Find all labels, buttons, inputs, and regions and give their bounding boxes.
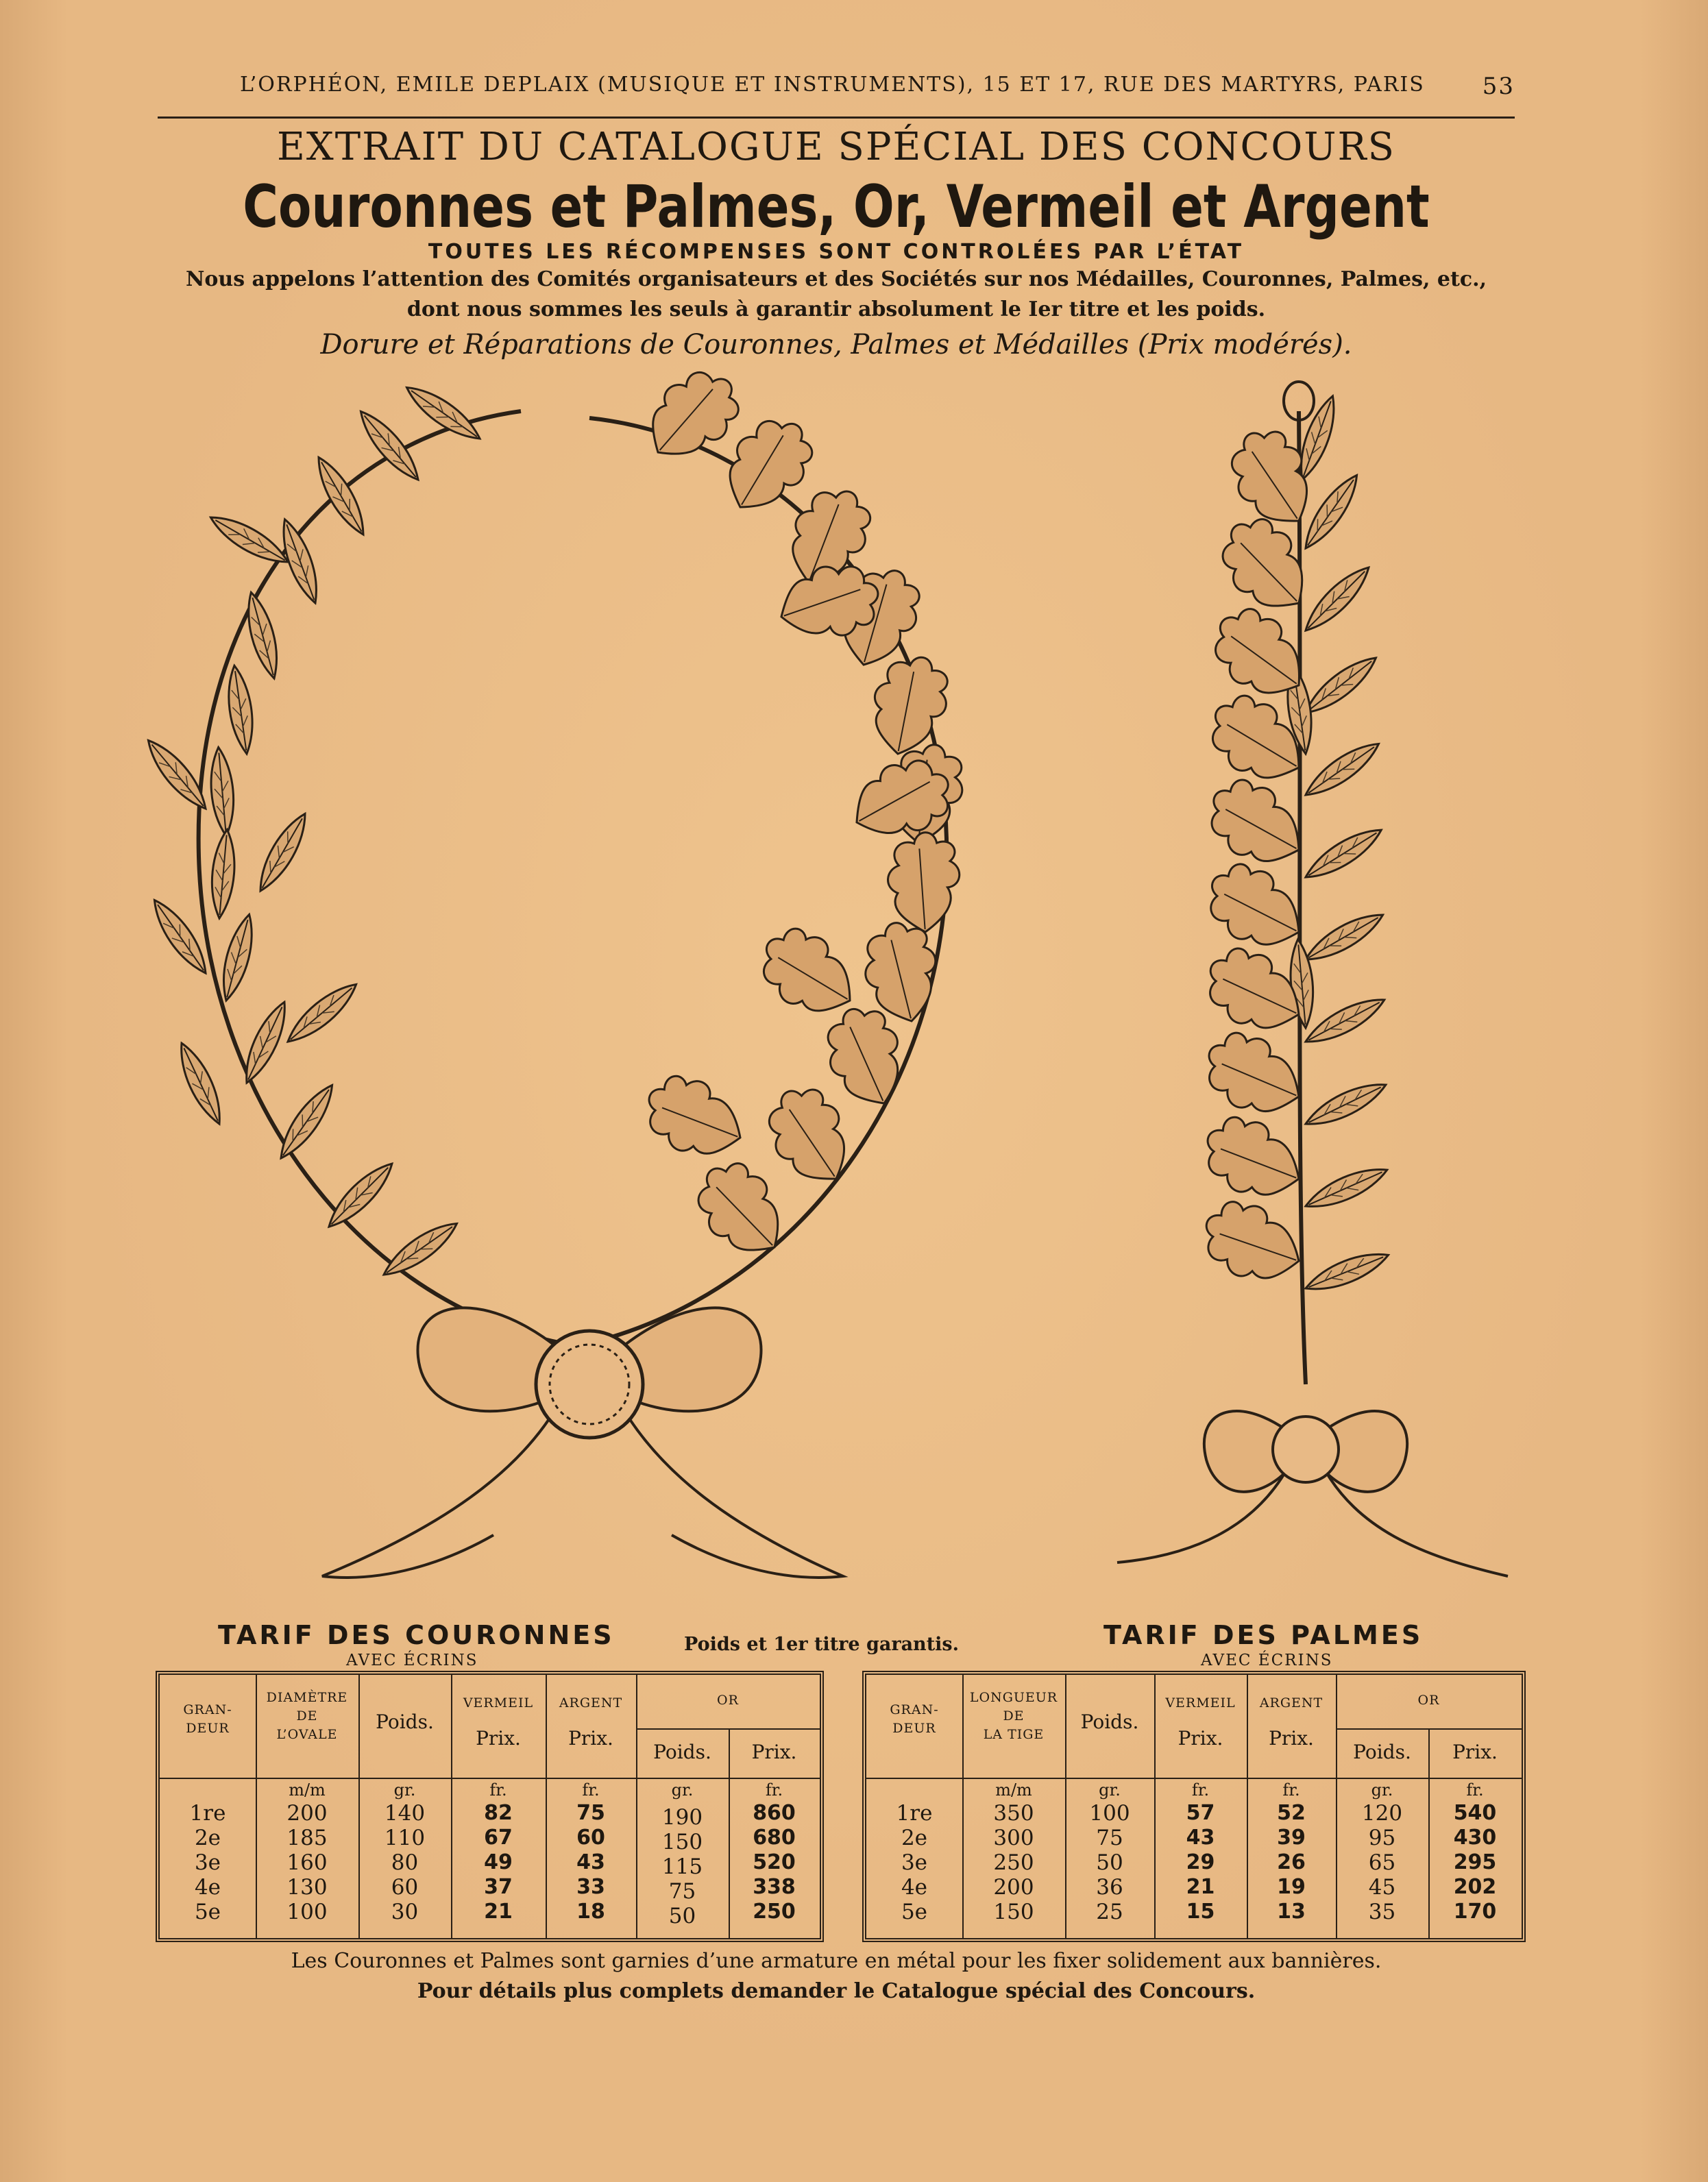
repairs-notice: Dorure et Réparations de Couronnes, Palmes et Médailles (Prix modérés). — [320, 329, 1352, 360]
palmes-unit-fr: fr. — [1466, 1780, 1484, 1800]
couronnes-header-vermeil: VERMEIL — [463, 1695, 534, 1711]
palm-illustration — [1117, 382, 1508, 1576]
palmes-table-subtitle: AVEC ÉCRINS — [1201, 1652, 1333, 1669]
palmes-table-title: TARIF DES PALMES — [1103, 1620, 1424, 1650]
palm-oak-leaves — [1195, 417, 1331, 1292]
couronnes-header-or-prix: Prix. — [751, 1741, 797, 1763]
palmes-unit-fr: fr. — [1282, 1780, 1300, 1800]
palmes-header-grandeur: GRAN- DEUR — [890, 1702, 939, 1736]
running-head-text: L’ORPHÉON, EMILE DEPLAIX (MUSIQUE ET INSTRUMENTS), 15 ET 17, RUE DES MARTYRS, PARIS — [240, 73, 1425, 97]
couronnes-unit-fr: fr. — [765, 1780, 783, 1800]
page-number: 53 — [1482, 73, 1515, 100]
palmes-unit-fr: fr. — [1191, 1780, 1210, 1800]
palmes-header-vermeil-prix: Prix. — [1178, 1727, 1223, 1750]
palmes-header-vermeil: VERMEIL — [1165, 1695, 1236, 1711]
couronnes-header-poids: Poids. — [376, 1711, 434, 1733]
wreath-illustration — [140, 355, 966, 1578]
palmes-unit-gr: gr. — [1371, 1780, 1393, 1800]
couronnes-unit-fr: fr. — [489, 1780, 507, 1800]
catalogue-request-note: Pour détails plus complets demander le Catalogue spécial des Concours. — [417, 1979, 1256, 2003]
catalogue-heading: EXTRAIT DU CATALOGUE SPÉCIAL DES CONCOURS — [276, 125, 1396, 169]
couronnes-header-argent: ARGENT — [559, 1695, 623, 1711]
palmes-header-or-prix: Prix. — [1452, 1741, 1498, 1763]
couronnes-unit-mm: m/m — [289, 1780, 326, 1800]
palmes-unit-mm: m/m — [995, 1780, 1032, 1800]
palmes-price-table: GRAN- DEUR LONGUEUR DE LA TIGE Poids. VERMEIL Prix. ARGENT Prix. OR Poids. Prix. m/m gr. fr. fr. gr. fr. 1re 350 100 57 52 120 540 2e 300 75 43 39 95 430 3e 250 50 29 26 65 295 4e 200 36 21 19 45 202 5e 150 25 15 13 35 170 — [862, 1671, 1526, 1942]
palmes-header-or: OR — [1417, 1693, 1440, 1708]
state-control-notice: TOUTES LES RÉCOMPENSES SONT CONTROLÉES PAR L’ÉTAT — [428, 240, 1245, 264]
guarantee-note: Poids et 1er titre garantis. — [684, 1634, 960, 1655]
guarantee-notice: dont nous sommes les seuls à garantir absolument le Ier titre et les poids. — [406, 297, 1266, 321]
couronnes-price-table: GRAN- DEUR DIAMÈTRE DE L’OVALE Poids. VERMEIL Prix. ARGENT Prix. OR Poids. Prix. m/m gr. fr. fr. gr. fr. 1re 200 140 82 75 190 860 2e 185 110 67 60 150 680 3e 160 80 49 43 115 520 4e 130 60 37 33 75 338 5e 100 30 21 18 50 250 — [156, 1671, 824, 1942]
palmes-header-argent-prix: Prix. — [1269, 1727, 1314, 1750]
couronnes-header-or-poids: Poids. — [653, 1741, 711, 1763]
wreath-left-leaves — [140, 379, 486, 1284]
armature-note: Les Couronnes et Palmes sont garnies d’une armature en métal pour les fixer solidement aux bannières. — [291, 1949, 1382, 1973]
wreath-ribbon-bow — [322, 1308, 843, 1578]
palmes-header-poids: Poids. — [1080, 1711, 1139, 1733]
palmes-unit-gr: gr. — [1099, 1780, 1121, 1800]
palmes-header-or-poids: Poids. — [1353, 1741, 1411, 1763]
palmes-header-longueur: LONGUEUR DE LA TIGE — [969, 1690, 1058, 1742]
couronnes-header-grandeur: GRAN- DEUR — [183, 1702, 232, 1736]
couronnes-table-title: TARIF DES COURONNES — [218, 1620, 615, 1650]
palmes-header-argent: ARGENT — [1259, 1695, 1323, 1711]
wreath-right-leaves — [633, 355, 966, 1270]
couronnes-header-or: OR — [717, 1693, 739, 1708]
page-title: Couronnes et Palmes, Or, Vermeil et Argent — [243, 173, 1430, 241]
couronnes-header-argent-prix: Prix. — [568, 1727, 613, 1750]
attention-notice: Nous appelons l’attention des Comités organisateurs et des Sociétés sur nos Médailles, Couronnes, Palmes, etc., — [185, 267, 1487, 291]
couronnes-unit-fr: fr. — [582, 1780, 600, 1800]
couronnes-header-vermeil-prix: Prix. — [476, 1727, 521, 1750]
couronnes-unit-gr: gr. — [671, 1780, 694, 1800]
couronnes-header-diametre: DIAMÈTRE DE L’OVALE — [266, 1690, 348, 1742]
palm-ribbon-bow — [1117, 1411, 1508, 1576]
couronnes-table-subtitle: AVEC ÉCRINS — [346, 1652, 478, 1669]
couronnes-unit-gr: gr. — [393, 1780, 416, 1800]
